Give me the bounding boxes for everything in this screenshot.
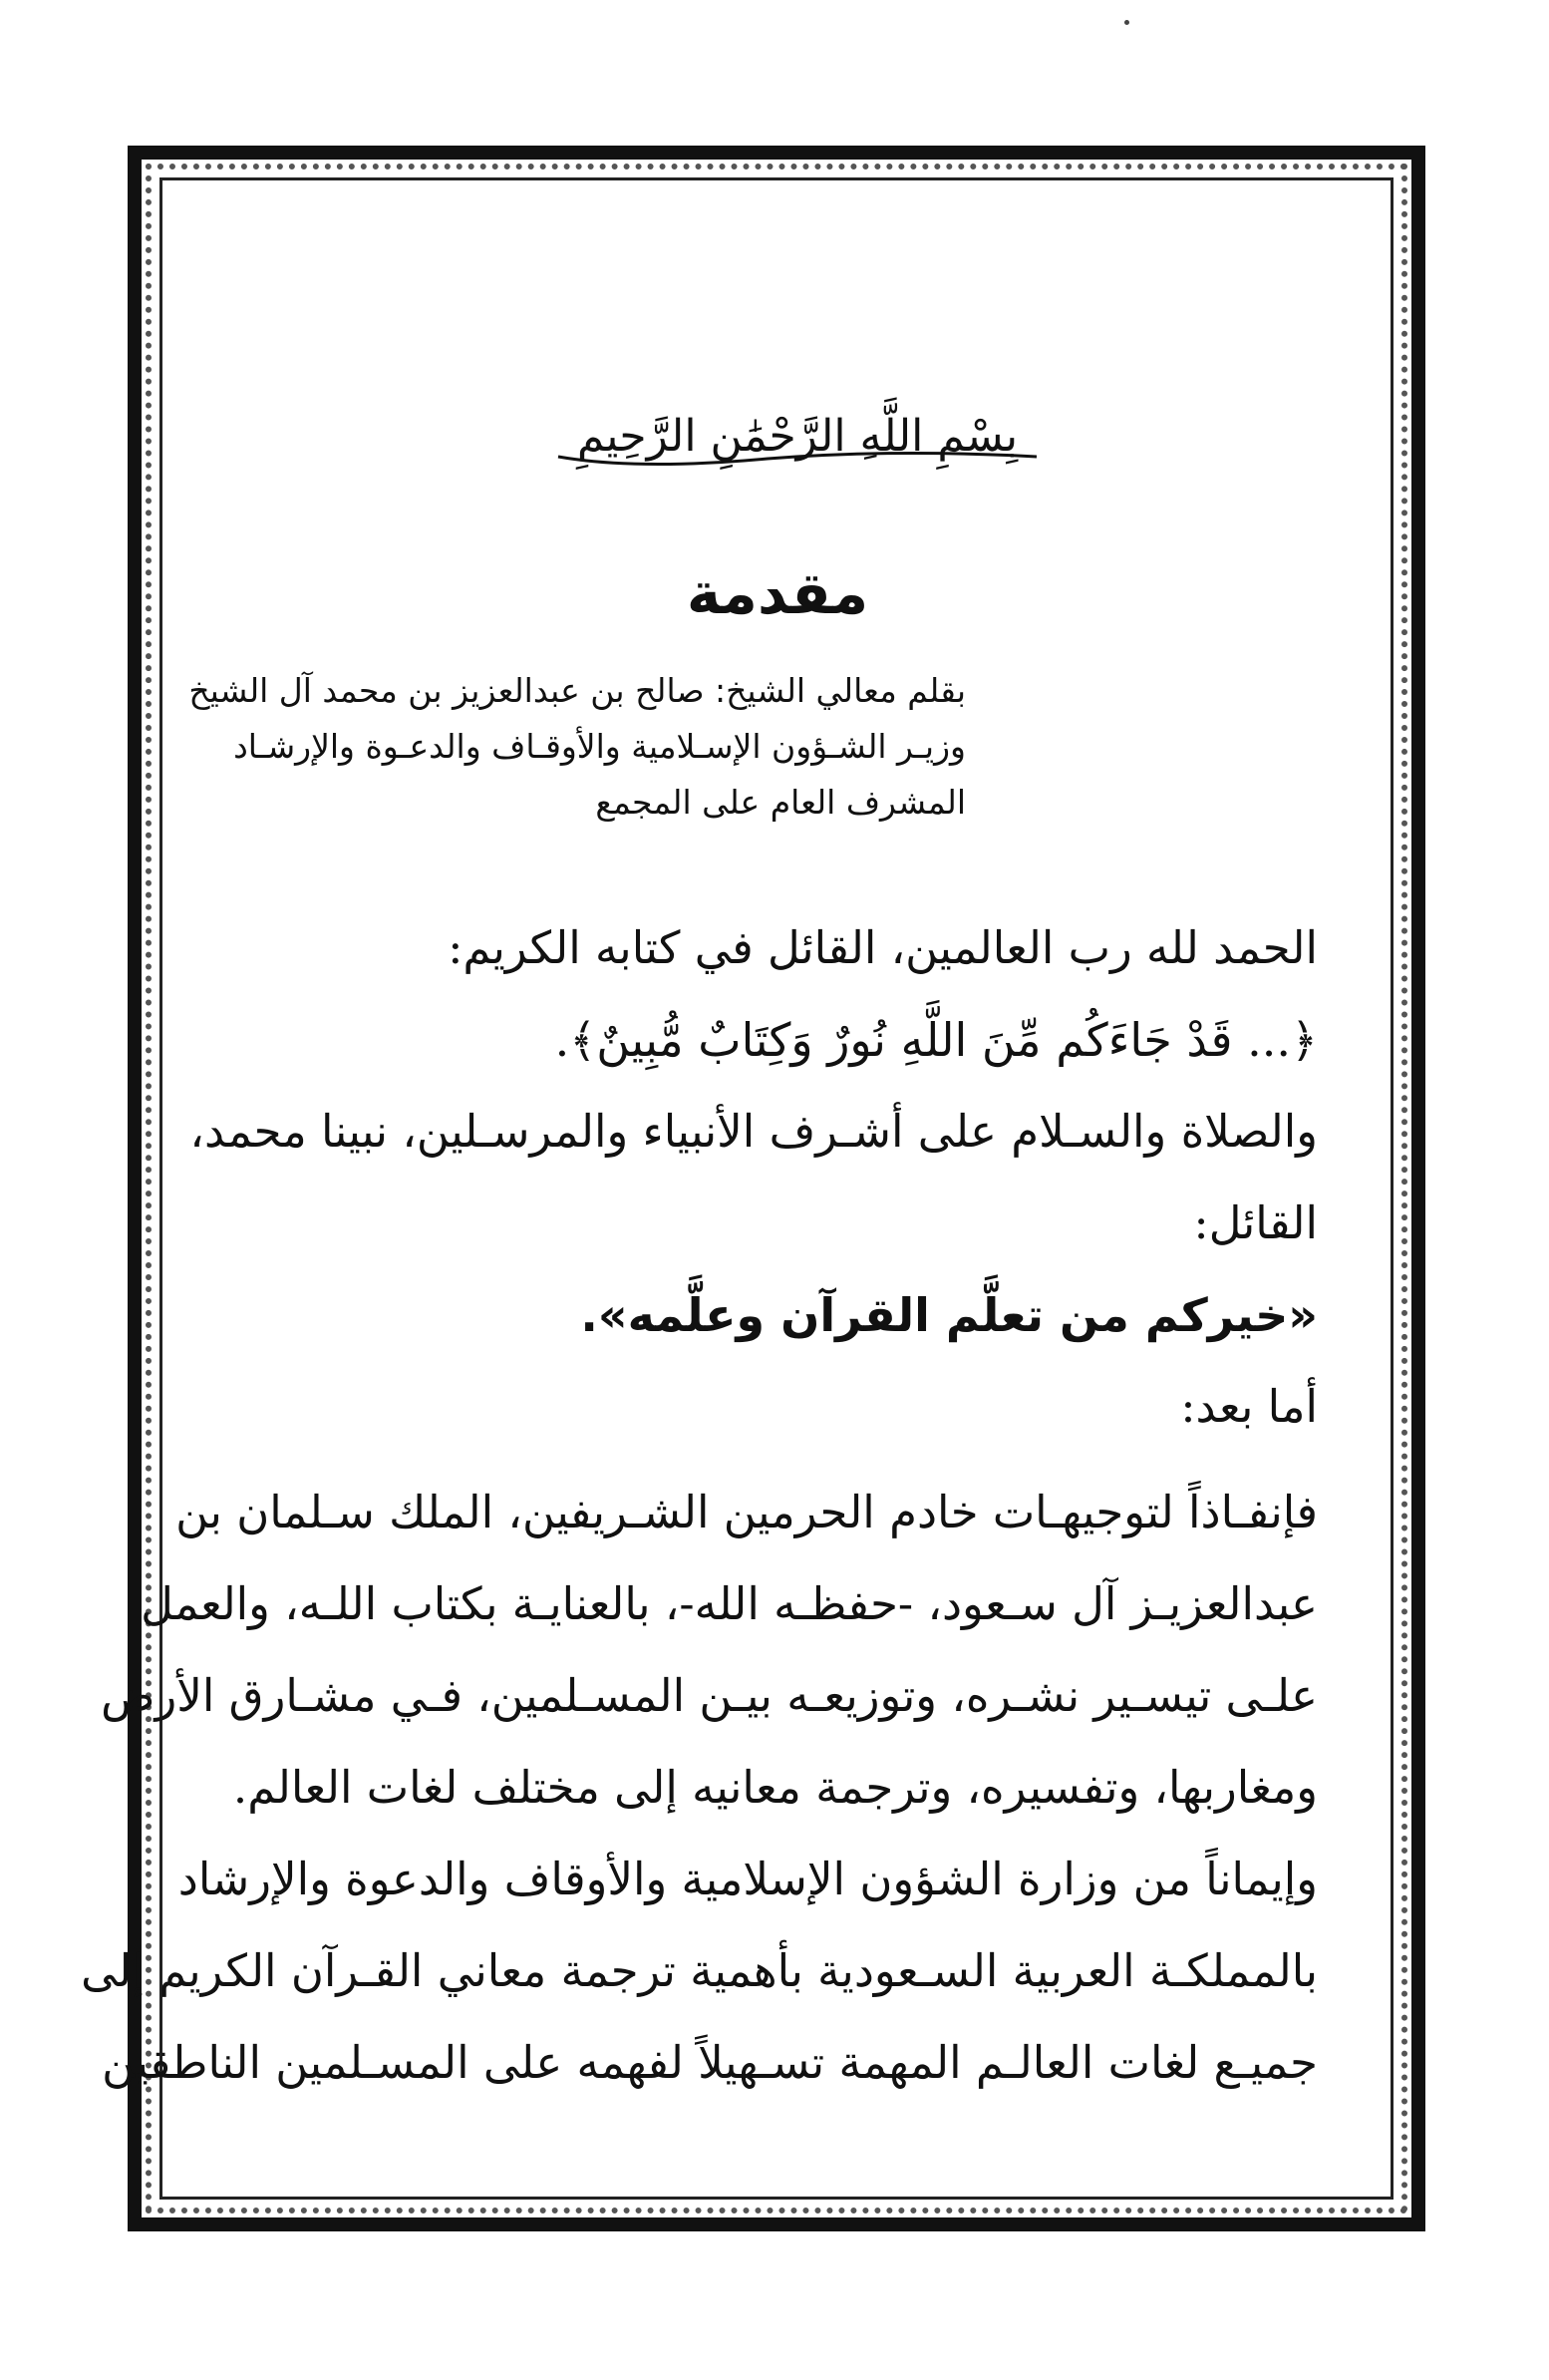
hadith-quote: «خيركم من تعلَّم القرآن وعلَّمه».	[580, 1288, 1318, 1342]
quran-verse: ﴿... قَدْ جَاءَكُم مِّنَ اللَّهِ نُورٌ وَكِتَابٌ مُّبِينٌ﴾.	[554, 1013, 1318, 1067]
paragraph-salutation-line1: والصلاة والسـلام على أشـرف الأنبياء والمرسـلين، نبينا محمد،	[189, 1105, 1318, 1158]
paragraph-amma-baad: أما بعد:	[1180, 1380, 1318, 1433]
paragraph-implementation-line4: ومغاربها، وتفسيره، وترجمة معانيه إلى مختلف لغات العالم.	[232, 1761, 1318, 1814]
paragraph-ministry-line3: جميـع لغات العالـم المهمة تسـهيلاً لفهمه على المسـلمين الناطقين	[102, 2036, 1318, 2089]
paragraph-implementation-line1: فإنفـاذاً لتوجيهـات خادم الحرمين الشـريفين، الملك سـلمان بن	[175, 1486, 1318, 1538]
paragraph-ministry-line1: وإيماناً من وزارة الشؤون الإسلامية والأوقاف والدعوة والإرشاد	[177, 1853, 1318, 1905]
basmala-text: بِسْمِ اللَّهِ الرَّحْمَٰنِ الرَّحِيمِ	[576, 411, 1019, 462]
introduction-body	[81, 902, 1318, 2109]
byline-author: بقلم معالي الشيخ: صالح بن عبدالعزيز بن محمد آل الشيخ	[188, 671, 966, 710]
author-byline	[188, 663, 966, 831]
paragraph-opening: الحمد لله رب العالمين، القائل في كتابه الكريم:	[448, 921, 1318, 974]
paragraph-salutation-line2: القائل:	[1193, 1196, 1318, 1249]
scan-speck	[1124, 20, 1129, 25]
basmala-calligraphy	[518, 359, 1077, 499]
byline-role: المشرف العام على المجمع	[595, 783, 966, 822]
paragraph-ministry-line2: بالمملكـة العربية السـعودية بأهمية ترجمة معاني القـرآن الكريم إلى	[81, 1944, 1318, 1997]
paragraph-implementation-line2: عبدالعزيـز آل سـعود، -حفظـه الله-، بالعنايـة بكتاب اللـه، والعمل	[141, 1577, 1318, 1630]
paragraph-implementation-line3: علـى تيسـير نشـره، وتوزيعـه بيـن المسـلمين، فـي مشـارق الأرض	[101, 1669, 1318, 1722]
byline-position: وزيـر الشـؤون الإسـلامية والأوقـاف والدعـوة والإرشـاد	[233, 727, 966, 766]
page-title: مقدمة	[686, 559, 869, 627]
